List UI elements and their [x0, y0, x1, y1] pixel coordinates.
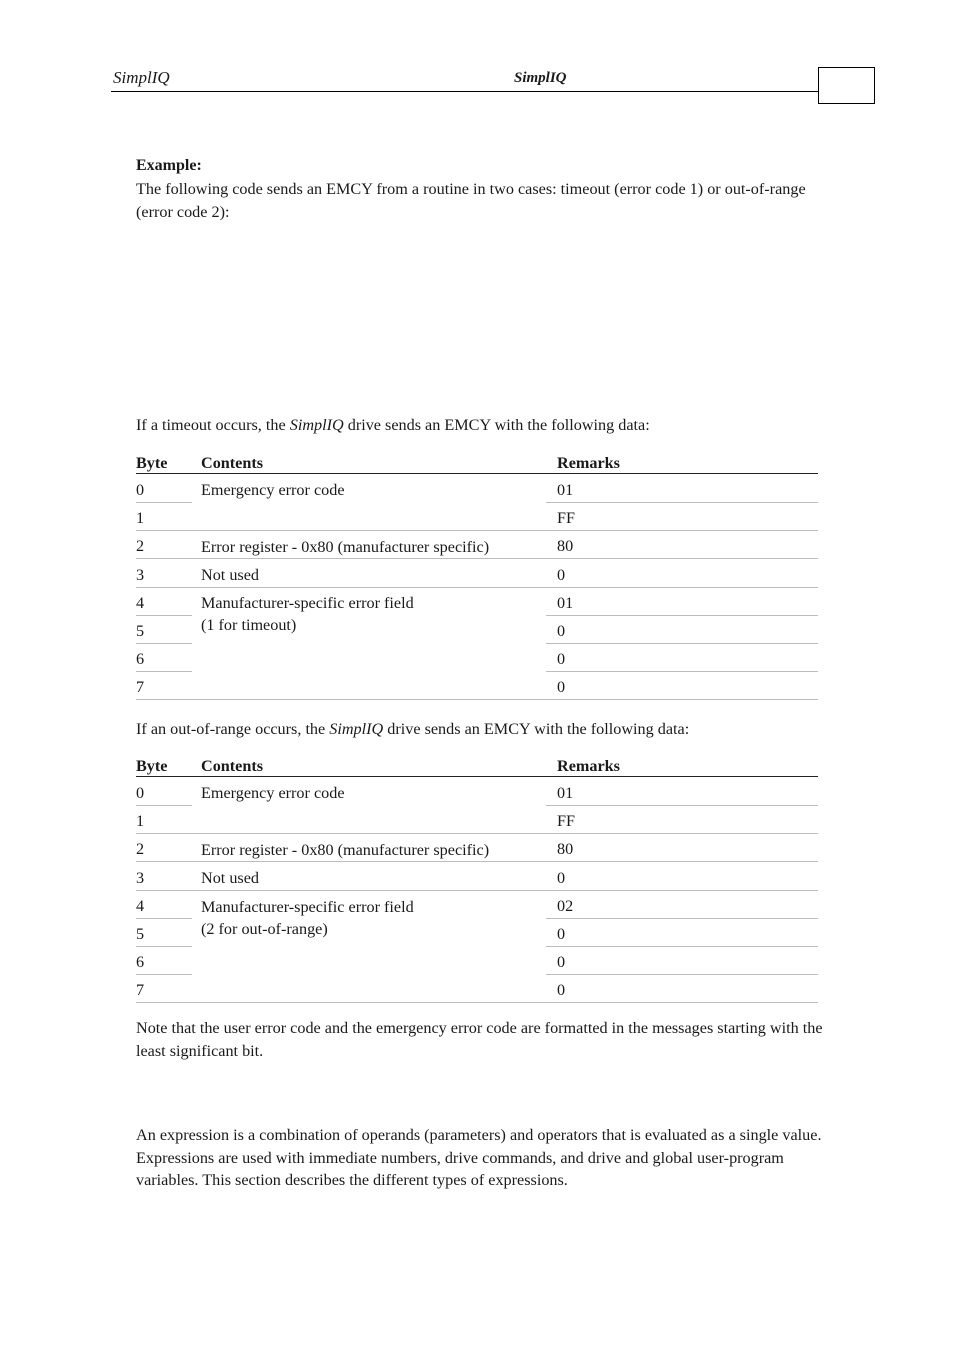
example-heading: Example:	[136, 157, 202, 174]
row-rule	[546, 671, 818, 672]
row-rule	[136, 530, 818, 531]
contents-mfr-line1: Manufacturer-specific error field	[201, 594, 414, 612]
row-rule	[546, 805, 818, 806]
row-rule	[136, 671, 192, 672]
expressions-intro: An expression is a combination of operands (parameters) and operators that is evaluated as a single value. Expressions are used with immediate numbers, drive commands, and drive and global user-program variables. This section describes the different types of expressions.	[136, 1126, 822, 1189]
header-brand-center: SimplIQ	[514, 70, 567, 86]
row-rule	[136, 558, 818, 559]
timeout-intro-text: If a timeout occurs, the	[136, 416, 290, 434]
remark-cell: 0	[557, 565, 566, 584]
byte-cell: 6	[136, 650, 145, 669]
byte-cell: 4	[136, 593, 145, 612]
byte-cell: 1	[136, 509, 145, 528]
byte-cell: 2	[136, 537, 145, 556]
page-number-box	[818, 67, 875, 104]
remark-cell: 0	[557, 953, 566, 972]
byte-cell: 4	[136, 896, 145, 915]
header-rule	[136, 776, 818, 777]
byte-cell: 5	[136, 925, 145, 943]
remark-cell: 01	[557, 481, 574, 499]
timeout-intro	[136, 414, 836, 437]
byte-cell: 7	[136, 981, 145, 1000]
col-header-byte: Byte	[136, 454, 168, 472]
remark-cell: 0	[557, 622, 566, 640]
byte-cell: 0	[136, 784, 145, 802]
remark-cell: 01	[557, 593, 574, 612]
contents-emergency: Emergency error code	[201, 481, 345, 499]
out-of-range-intro-text-end: drive sends an EMCY with the following data:	[383, 720, 690, 738]
contents-register: Error register - 0x80 (manufacturer specific)	[201, 538, 490, 556]
header-rule	[136, 473, 818, 474]
timeout-intro-text-end: drive sends an EMCY with the following data:	[343, 416, 650, 434]
header-brand-left: SimplIQ	[113, 68, 170, 87]
row-rule	[136, 918, 192, 919]
row-rule	[546, 643, 818, 644]
remark-cell: 02	[557, 896, 574, 915]
row-rule	[136, 890, 818, 891]
out-of-range-emcy-table	[136, 757, 818, 1007]
remark-cell: FF	[557, 509, 576, 528]
row-rule	[546, 918, 818, 919]
byte-cell: 1	[136, 812, 145, 831]
row-rule	[546, 615, 818, 616]
row-rule	[546, 946, 818, 947]
out-of-range-intro-brand: SimplIQ	[329, 720, 384, 738]
contents-not-used: Not used	[201, 566, 259, 584]
remark-cell: 80	[557, 840, 574, 859]
row-rule	[136, 861, 818, 862]
byte-cell: 5	[136, 622, 145, 640]
contents-register: Error register - 0x80 (manufacturer specific)	[201, 841, 490, 859]
row-rule	[136, 615, 192, 616]
contents-not-used: Not used	[201, 869, 259, 887]
remark-cell: 0	[557, 925, 566, 943]
out-of-range-intro-text: If an out-of-range occurs, the	[136, 720, 330, 738]
row-rule	[136, 643, 192, 644]
remark-cell: 0	[557, 981, 566, 1000]
row-rule	[546, 502, 818, 503]
lsb-note: Note that the user error code and the emergency error code are formatted in the messages starting with the least significant bit.	[136, 1019, 823, 1060]
row-rule	[136, 946, 192, 947]
contents-mfr-line2: (2 for out-of-range)	[201, 920, 328, 938]
remark-cell: 80	[557, 537, 574, 556]
byte-cell: 6	[136, 953, 145, 972]
remark-cell: 0	[557, 868, 566, 887]
row-rule	[136, 587, 818, 588]
row-rule	[136, 1002, 818, 1003]
col-header-remarks: Remarks	[557, 757, 620, 775]
contents-emergency: Emergency error code	[201, 784, 345, 802]
example-intro: The following code sends an EMCY from a routine in two cases: timeout (error code 1) or out-of-range (error code 2):	[136, 180, 806, 221]
row-rule	[136, 805, 192, 806]
row-rule	[546, 974, 818, 975]
byte-cell: 3	[136, 565, 145, 584]
byte-cell: 0	[136, 481, 145, 499]
row-rule	[136, 974, 192, 975]
byte-cell: 7	[136, 678, 145, 697]
row-rule	[136, 699, 818, 700]
remark-cell: FF	[557, 812, 576, 831]
col-header-contents: Contents	[201, 454, 264, 472]
col-header-contents: Contents	[201, 757, 264, 775]
col-header-remarks: Remarks	[557, 454, 620, 472]
row-rule	[136, 502, 192, 503]
timeout-intro-brand: SimplIQ	[289, 416, 344, 434]
col-header-byte: Byte	[136, 757, 168, 775]
header-rule	[111, 91, 819, 92]
out-of-range-intro	[136, 718, 836, 741]
remark-cell: 0	[557, 650, 566, 669]
timeout-emcy-table	[136, 454, 818, 704]
contents-mfr-line2: (1 for timeout)	[201, 616, 297, 634]
byte-cell: 2	[136, 840, 145, 859]
remark-cell: 0	[557, 678, 566, 697]
byte-cell: 3	[136, 868, 145, 887]
contents-mfr-line1: Manufacturer-specific error field	[201, 898, 414, 916]
row-rule	[136, 833, 818, 834]
remark-cell: 01	[557, 784, 574, 802]
